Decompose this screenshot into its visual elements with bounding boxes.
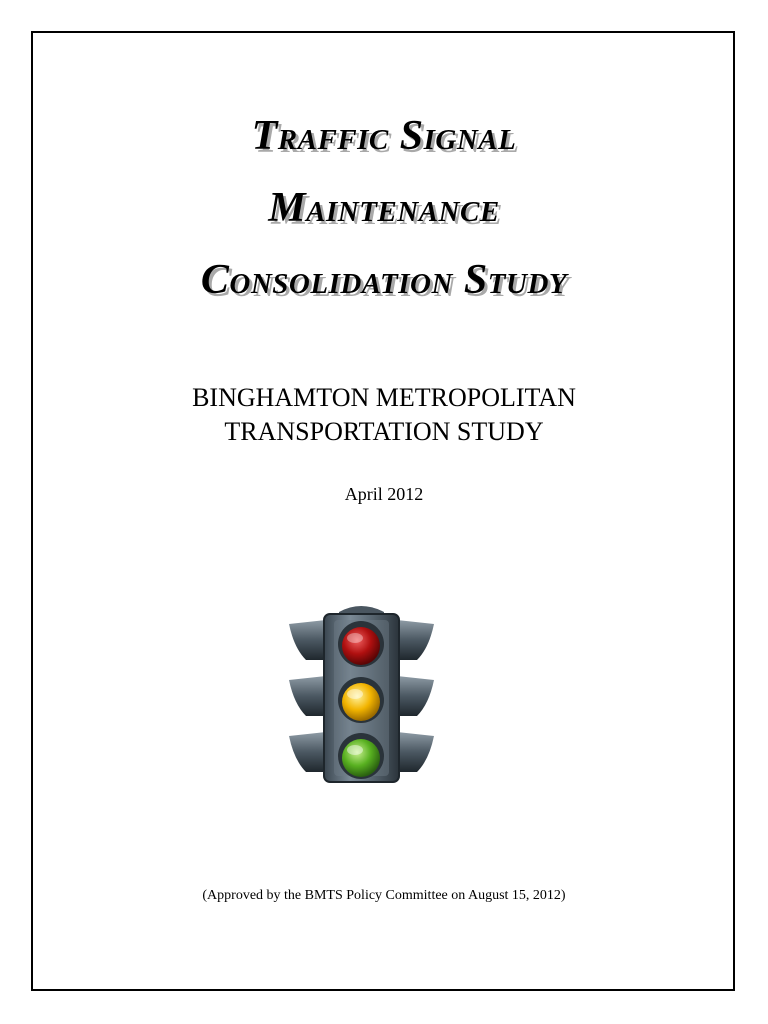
- publication-date: April 2012: [344, 484, 424, 504]
- document-title: [0, 100, 768, 316]
- approval-note: (Approved by the BMTS Policy Committee on August 15, 2012): [202, 888, 566, 903]
- yellow-lamp-icon: [342, 683, 380, 721]
- organization-name: [0, 381, 768, 449]
- traffic-light-icon: [284, 598, 439, 784]
- title-line-1: Traffic Signal: [251, 113, 517, 159]
- title-line-2: Maintenance: [268, 185, 500, 231]
- organization-line-1: BINGHAMTON METROPOLITAN: [192, 383, 576, 412]
- green-lamp-icon: [342, 739, 380, 777]
- organization-line-2: TRANSPORTATION STUDY: [224, 417, 544, 446]
- red-lamp-icon: [342, 627, 380, 665]
- title-line-3: Consolidation Study: [200, 257, 568, 303]
